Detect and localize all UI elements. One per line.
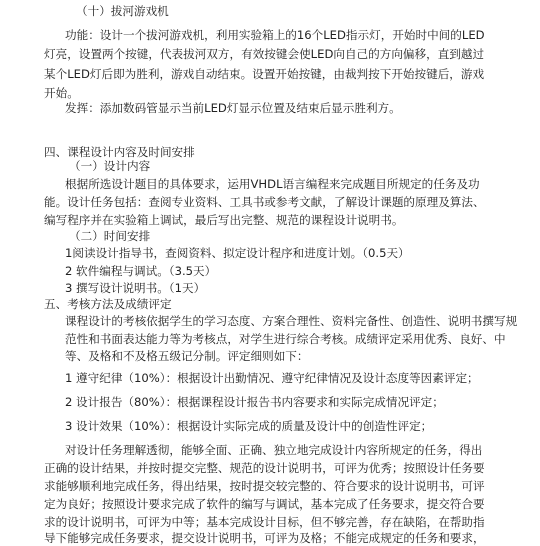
- content-line-2: 能。设计任务包括：查阅专业资料、工具书或参考文献，了解设计课题的原理及算法、: [44, 195, 485, 209]
- extension-line: 发挥：添加数码管显示当前LED灯显示位置及结束后显示胜利方。: [65, 101, 401, 115]
- section-4-sub2: （二）时间安排: [69, 229, 151, 243]
- criterion-1: 1 遵守纪律（10%）：根据设计出勤情况、遵守纪律情况及设计态度等因素评定；: [65, 371, 479, 385]
- grading-line-3: 求能够顺利地完成任务，得出结果，按时提交较完整的、符合要求的设计说明书，可评: [44, 479, 485, 493]
- assessment-intro-2: 范性和书面表达能力等为考核点，对学生进行综合考核。成绩评定采用优秀、良好、中: [65, 332, 506, 346]
- grading-line-2: 正确的设计结果，并按时提交完整、规范的设计说明书，可评为优秀；按照设计任务要: [44, 461, 485, 475]
- schedule-item-3: 3 撰写设计说明书。（1天）: [65, 281, 206, 295]
- function-line-2: 灯亮，设置两个按键，代表拔河双方，有效按键会使LED向自己的方向偏移，直到越过: [44, 47, 485, 61]
- section-5-heading: 五、考核方法及成绩评定: [44, 297, 172, 311]
- assessment-intro-1: 课程设计的考核依据学生的学习态度、方案合理性、资料完备性、创造性、说明书撰写规: [65, 314, 518, 328]
- grading-line-1: 对设计任务理解透彻，能够全面、正确、独立地完成设计内容所规定的任务，得出: [65, 443, 483, 457]
- section-4-sub1: （一）设计内容: [69, 159, 151, 173]
- function-line-1: 功能：设计一个拔河游戏机，利用实验箱上的16个LED指示灯，开始时中间的LED: [65, 28, 485, 42]
- content-line-1: 根据所选设计题目的具体要求，运用VHDL语言编程来完成题目所规定的任务及功: [65, 177, 480, 191]
- content-line-3: 编写程序并在实验箱上调试，最后写出完整、规范的课程设计说明书。: [44, 213, 404, 227]
- grading-line-6: 导下能够完成任务要求，提交设计说明书，可评为及格；不能完成规定的任务和要求，: [44, 531, 485, 545]
- schedule-item-1: 1阅读设计指导书，查阅资料、拟定设计程序和进度计划。（0.5天）: [65, 246, 410, 260]
- function-line-3: 某个LED灯后即为胜利，游戏自动结束。设置开始按键，由裁判按下开始按键后，游戏: [44, 67, 485, 81]
- assessment-intro-3: 等、及格和不及格五级记分制。评定细则如下：: [65, 349, 309, 363]
- function-line-4: 开始。: [44, 86, 79, 100]
- grading-line-5: 求的设计说明书，可评为中等；基本完成设计目标，但不够完善，存在缺陷，在帮助指: [44, 515, 485, 529]
- game-heading: （十）拔河游戏机: [76, 4, 169, 18]
- criterion-3: 3 设计效果（10%）：根据设计实际完成的质量及设计中的创造性评定；: [65, 419, 433, 433]
- schedule-item-2: 2 软件编程与调试。（3.5天）: [65, 264, 217, 278]
- criterion-2: 2 设计报告（80%）：根据课程设计报告书内容要求和实际完成情况评定；: [65, 395, 444, 409]
- grading-line-4: 定为良好；按照设计要求完成了软件的编写与调试，基本完成了任务要求，提交符合要: [44, 497, 485, 511]
- section-4-heading: 四、课程设计内容及时间安排: [44, 145, 195, 159]
